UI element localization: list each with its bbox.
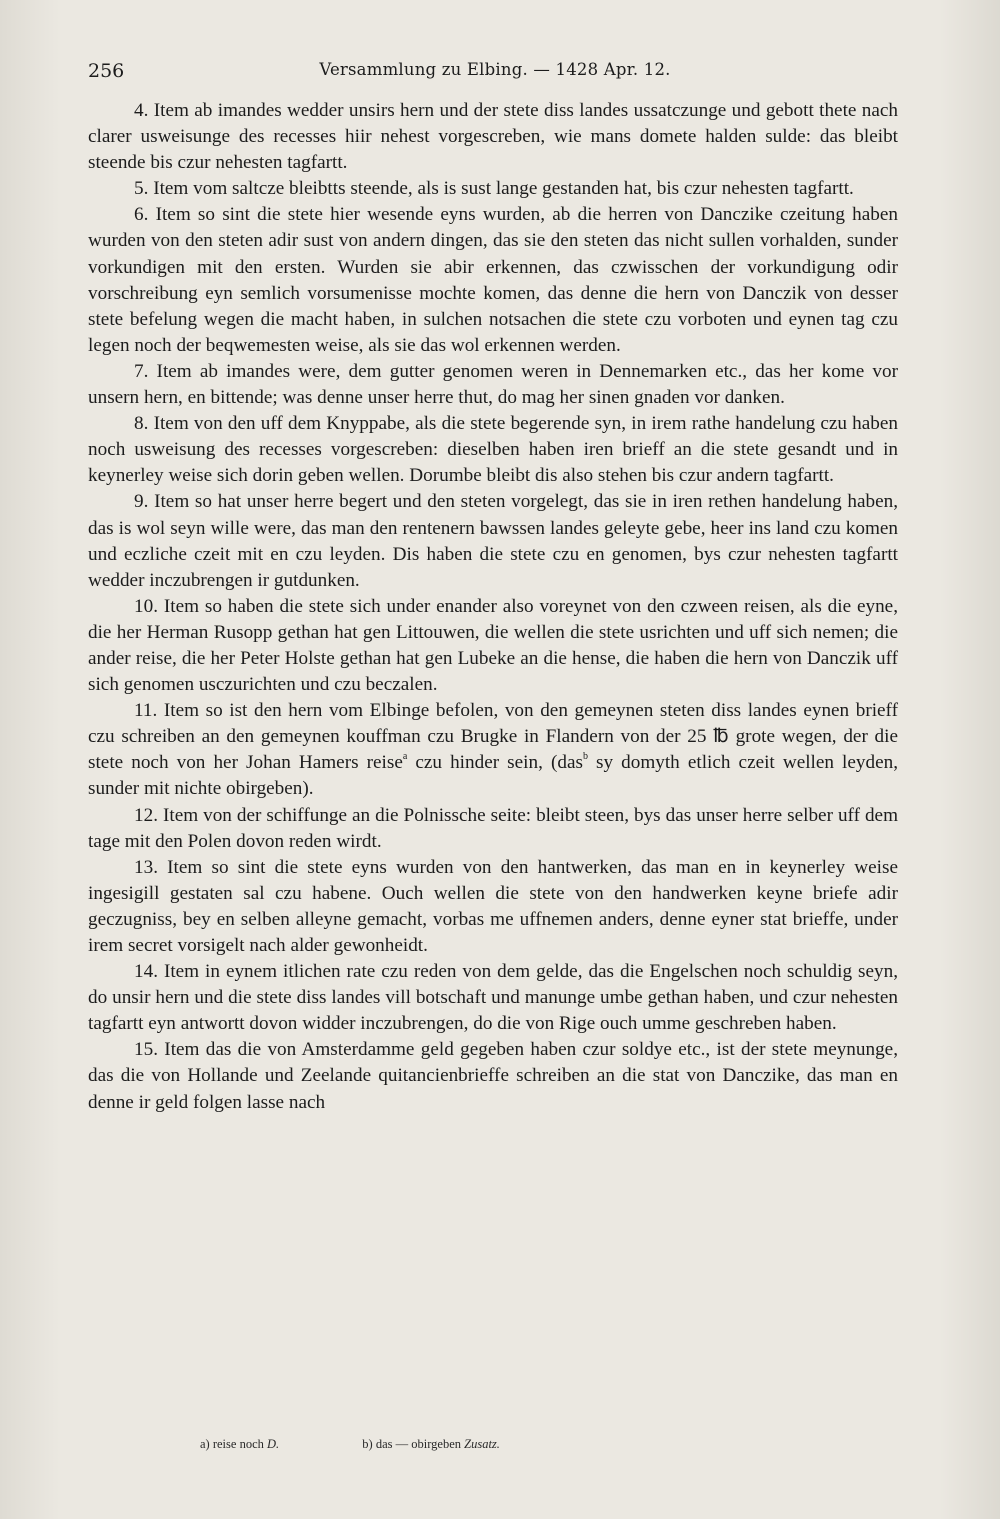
- footnote-a-mark: a): [200, 1437, 210, 1451]
- footnote-marker-a: a: [402, 751, 408, 763]
- main-text: [88, 98, 898, 1116]
- paragraph-item-7: 7. Item ab imandes were, dem gutter genomen weren in Dennemarken etc., das her kome vor unsern hern, en bittende; was denne unser herre thut, do mag her sinen gnaden vor danken.: [88, 360, 898, 409]
- paragraph-item-6: 6. Item so sint die stete hier wesende eyns wurden, ab die herren von Danczike czeitung haben wurden von den steten adir sust von andern dingen, das sie den steten das nicht sullen vorhalden, sunder vorkundigen mit den ersten. Wurden sie abir erkennen, das czwisschen der vorkundigung odir vorschreibung eyn semlich vorsumenisse mochte komen, das denne die hern von Danczik von desser stete befelung wegen die macht haben, in sulchen notsachen die stete czu vorboten und eynen tag czu legen noch der beqwemesten weise, als sie das wol erkennen werden.: [88, 204, 898, 356]
- footnote-a-text: reise noch: [212, 1437, 264, 1451]
- paragraph-item-11-part-a: 11. Item so ist den hern vom Elbinge befolen, von den gemeynen steten diss landes eynen brieff czu schreiben an den gemeynen kouffman czu Brugke in Flandern von der 25 ℔ grote wegen, der die stete noch von her Johan Hamers reise: [88, 700, 898, 774]
- running-title: Versammlung zu Elbing. — 1428 Apr. 12.: [319, 60, 671, 79]
- page-number: 256: [88, 60, 125, 82]
- paragraph-item-9: 9. Item so hat unser herre begert und den steten vorgelegt, das sie in iren rethen handelung haben, das is wol seyn wille were, das man den rentenern bawssen landes geleyte gebe, heer ins land czu komen und eczliche czeit mit en czu leyden. Dis haben die stete czu en genomen, bys czur nehesten tagfartt wedder inczubrengen ir gutdunken.: [88, 491, 898, 591]
- footnotes: [200, 1437, 580, 1452]
- paragraph-item-14: 14. Item in eynem itlichen rate czu reden von dem gelde, das die Engelschen noch schuldig seyn, do unsir hern und die stete diss landes vill botschaft und manunge umbe gethan haben, und czur nehesten tagfartt eyn antwortt dovon widder inczubrengen, do die von Rige ouch umme geschreben haben.: [88, 961, 898, 1035]
- paragraph-item-11: [88, 698, 898, 802]
- paragraph-item-10: 10. Item so haben die stete sich under enander also voreynet von den czween reisen, als die eyne, die her Herman Rusopp gethan hat gen Littouwen, die wellen die stete usrichten und uff sich nemen; die ander reise, die her Peter Holste gethan hat gen Lubeke an die hense, die haben die hern von Danczik uff sich genomen usczurichten und czu beczalen.: [88, 595, 898, 696]
- paragraph-item-12: 12. Item von der schiffunge an die Polnissche seite: bleibt steen, bys das unser herre selber uff dem tage mit den Polen dovon reden wirdt.: [88, 804, 898, 852]
- footnote-a: [200, 1437, 279, 1451]
- footnote-b-mark: b): [362, 1437, 373, 1451]
- paragraph-item-15: 15. Item das die von Amsterdamme geld gegeben haben czur soldye etc., ist der stete meynunge, das die von Hollande und Zeelande quitancienbrieffe schreiben an die stat von Danczike, das man en denne ir geld folgen lasse nach: [88, 1039, 898, 1113]
- footnote-b: [362, 1437, 500, 1451]
- paragraph-item-5: 5. Item vom saltcze bleibtts steende, als is sust lange gestanden hat, bis czur nehesten tagfartt.: [134, 178, 854, 200]
- footnote-marker-b: b: [582, 751, 588, 763]
- page-header: [88, 60, 902, 90]
- paragraph-item-4: 4. Item ab imandes wedder unsirs hern und der stete diss landes ussatczunge und gebott thete nach clarer usweisunge des recesses hiir nehest vorgescreben, wie mans domete halden sulde: das bleibt steende bis czur nehesten tagfartt.: [88, 100, 898, 174]
- paragraph-item-11-part-c: sy domyth etlich czeit wellen leyden, sunder mit nichte obirgeben).: [88, 752, 898, 800]
- footnote-a-source: D.: [267, 1437, 280, 1451]
- footnote-b-text: das — obirgeben: [375, 1437, 461, 1451]
- paragraph-item-11-part-b: czu hinder sein, (das: [407, 752, 583, 774]
- paragraph-item-13: 13. Item so sint die stete eyns wurden von den hantwerken, das man en in keynerley weise ingesigill gestaten sal czu habene. Ouch wellen die stete von den handwerken keyne briefe adir geczugniss, bey en selben alleyne gemacht, vorbas me uffnemen anders, denne eyner stat brieffe, under irem secret vorsigelt nach alder gewonheidt.: [88, 856, 898, 956]
- footnote-b-source: Zusatz.: [464, 1437, 500, 1451]
- paragraph-item-8: 8. Item von den uff dem Knyppabe, als die stete begerende syn, in irem rathe handelung czu haben noch usweisung des recesses vorgescreben: dieselben haben iren brieff an die stete gesandt und in keynerley weise sich dorin geben wellen. Dorumbe bleibt dis also stehen bis czur andern tagfartt.: [88, 413, 898, 487]
